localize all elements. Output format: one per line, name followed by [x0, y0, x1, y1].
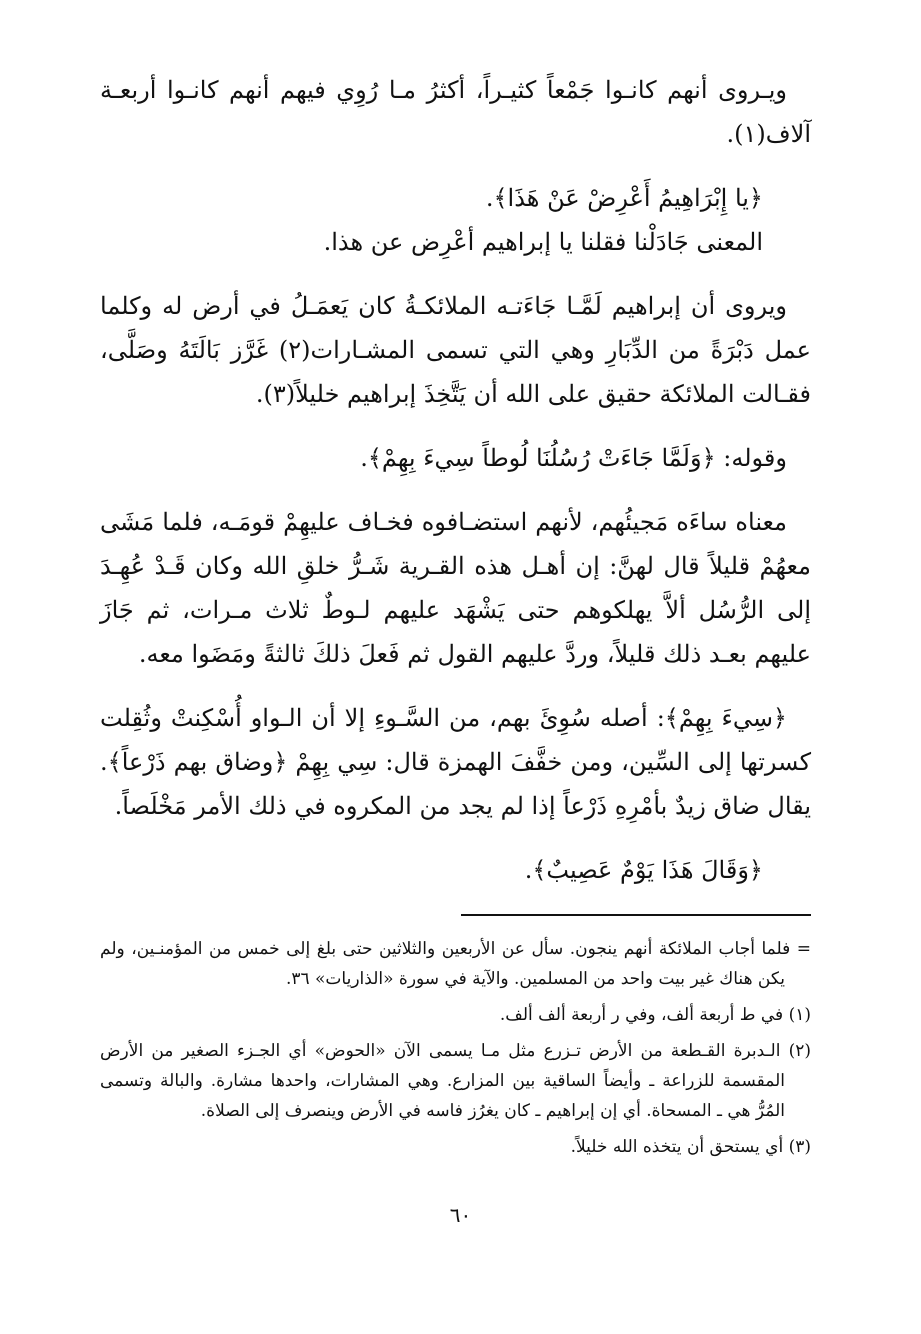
paragraph-4: معناه ساءَه مَجيئُهم، لأنهم استضـافوه فخـاف عليهِمْ قومَـه، فلما مَشَى معهُمْ قليلاً قال لهنَّ: إن أهـل هذه القـرية شَـرُّ خلقِ الله وكان قَـدْ عُهِـدَ إلى الرُّسُل ألاَّ يهلكوهم حتى يَشْهَد عليهم لـوطٌ ثلاث مـرات، ثم جَازَ عليهم بعـد ذلك قليلاً، وردَّ عليهم القول ثم فَعلَ ذلكَ ثالثةً ومَضَوا معه.: [100, 508, 811, 668]
paragraph-2: المعنى جَادَلْنا فقلنا يا إبراهيم أعْرِض عن هذا.: [323, 228, 763, 256]
paragraph-1: ويـروى أنهم كانـوا جَمْعاً كثيـراً، أكثرُ مـا رُوِي فيهم أنهم كانـوا أربعـة آلاف(١).: [100, 76, 811, 148]
quran-verse-3: ﴿وَقَالَ هَذَا يَوْمٌ عَصِيبٌ﴾.: [524, 856, 763, 884]
footnote-3: (٣) أي يستحق أن يتخذه الله خليلاً.: [570, 1137, 811, 1157]
quran-verse-2: وقوله: ﴿وَلَمَّا جَاءَتْ رُسُلُنَا لُوطاً سِيءَ بِهِمْ﴾.: [360, 444, 787, 472]
quran-verse-1: ﴿يا إِبْرَاهِيمُ أَعْرِضْ عَنْ هَذَا﴾.: [485, 184, 763, 212]
footnote-1: (١) في ط أربعة ألف، وفي ر أربعة ألف ألف.: [499, 1005, 811, 1025]
footnotes: [100, 934, 811, 1162]
paragraph-3: ويروى أن إبراهيم لَمَّـا جَاءَتـه الملائكـةُ كان يَعمَـلُ في أرض له وكلما عمل دَبْرَةً من الدِّبَارِ وهي التي تسمى المشـارات(٢) غَرَّز بَالَتَهُ وصَلَّى، فقـالت الملائكة حقيق على الله أن يَتَّخِذَ إبراهيم خليلاً(٣).: [100, 292, 811, 408]
main-text: [100, 68, 811, 892]
footnote-2: (٢) الـدبرة القـطعة من الأرض تـزرع مثل مـا يسمى الآن «الحوض» أي الجـزء الصغير من الأرض المقسمة للزراعة ـ وأيضاً الساقية بين المزارع. وهي المشارات، واحدها مشارة. والبالة وتسمى المُرُّ هي ـ المسحاة. أي إن إبراهيم ـ كان يغرُز فاسه في الأرض وينصرف إلى الصلاة.: [100, 1041, 811, 1121]
page-number: ٦٠: [449, 1203, 472, 1227]
paragraph-5: ﴿سِيءَ بِهِمْ﴾: أصله سُوِئَ بهم، من السَّـوءِ إلا أن الـواو أُسْكِنتْ وثُقِلت كسرتها إلى السِّين، ومن خفَّفَ الهمزة قال: سِي بِهِمْ ﴿وضاق بهم ذَرْعاً﴾. يقال ضاق زيدٌ بأمْرِهِ ذَرْعاً إذا لم يجد من المكروه في ذلك الأمر مَخْلَصاً.: [100, 704, 811, 820]
footnote-continuation: = فلما أجاب الملائكة أنهم ينجون. سأل عن الأربعين والثلاثين حتى بلغ إلى خمس من المؤمنـين، ولم يكن هناك غير بيت واحد من المسلمين. والآية في سورة «الذاريات» ٣٦.: [100, 939, 811, 989]
footnote-divider: [461, 914, 811, 916]
